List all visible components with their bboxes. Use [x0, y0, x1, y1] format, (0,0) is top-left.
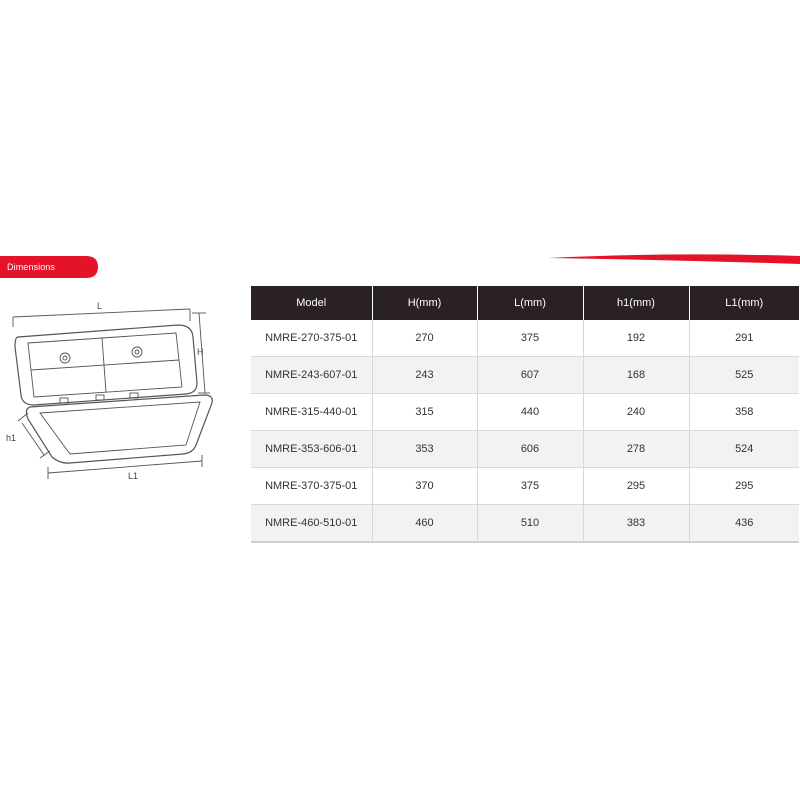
h-cell: 353: [372, 431, 477, 468]
decorative-swoosh: [548, 252, 800, 266]
table-row: [251, 357, 799, 394]
dimensions-table: [251, 286, 799, 543]
h1-cell: 278: [583, 431, 689, 468]
l1-cell: 291: [689, 320, 799, 357]
label-H: H: [197, 347, 204, 357]
model-cell: NMRE-460-510-01: [251, 505, 372, 543]
table-row: [251, 320, 799, 357]
h-cell: 315: [372, 394, 477, 431]
h-cell: 460: [372, 505, 477, 543]
model-cell: NMRE-270-375-01: [251, 320, 372, 357]
label-L: L: [97, 301, 103, 311]
l-cell: 375: [477, 320, 583, 357]
l-cell: 440: [477, 394, 583, 431]
column-header: Model: [251, 286, 372, 320]
dimensions-label: Dimensions: [7, 262, 56, 272]
table-row: [251, 431, 799, 468]
h1-cell: 295: [583, 468, 689, 505]
table-header-row: [251, 286, 799, 320]
l1-cell: 358: [689, 394, 799, 431]
h-cell: 243: [372, 357, 477, 394]
h1-cell: 192: [583, 320, 689, 357]
table-row: [251, 394, 799, 431]
l1-cell: 525: [689, 357, 799, 394]
label-h1: h1: [6, 433, 17, 443]
column-header: L(mm): [477, 286, 583, 320]
hatch-dimension-diagram: [0, 295, 235, 495]
model-cell: NMRE-353-606-01: [251, 431, 372, 468]
h-cell: 370: [372, 468, 477, 505]
l1-cell: 436: [689, 505, 799, 543]
model-cell: NMRE-243-607-01: [251, 357, 372, 394]
label-L1: L1: [128, 471, 139, 481]
table-row: [251, 468, 799, 505]
l-cell: 375: [477, 468, 583, 505]
l-cell: 510: [477, 505, 583, 543]
model-cell: NMRE-370-375-01: [251, 468, 372, 505]
l1-cell: 295: [689, 468, 799, 505]
column-header: h1(mm): [583, 286, 689, 320]
hatch-drawing: [0, 295, 235, 495]
h-cell: 270: [372, 320, 477, 357]
l-cell: 607: [477, 357, 583, 394]
l-cell: 606: [477, 431, 583, 468]
h1-cell: 240: [583, 394, 689, 431]
h1-cell: 168: [583, 357, 689, 394]
h1-cell: 383: [583, 505, 689, 543]
model-cell: NMRE-315-440-01: [251, 394, 372, 431]
l1-cell: 524: [689, 431, 799, 468]
table-row: [251, 505, 799, 543]
column-header: L1(mm): [689, 286, 799, 320]
column-header: H(mm): [372, 286, 477, 320]
